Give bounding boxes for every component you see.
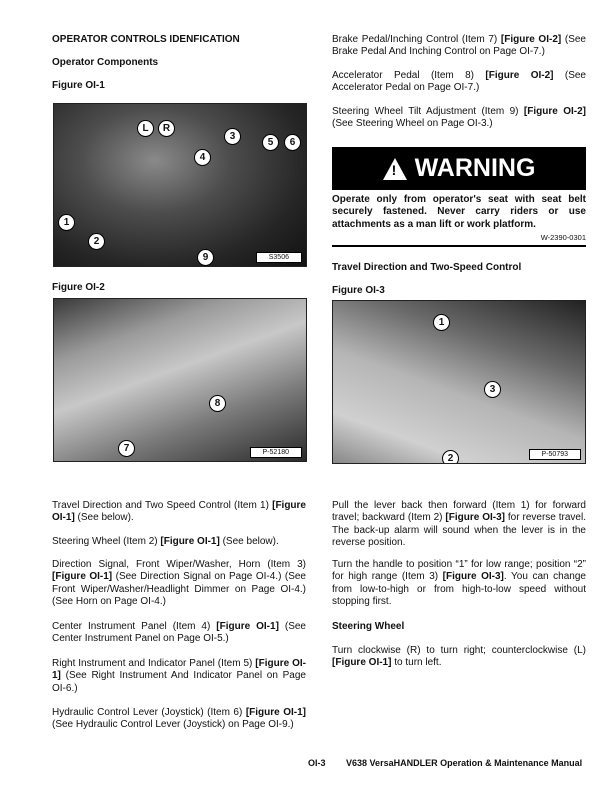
paragraph: Direction Signal, Front Wiper/Washer, Horn (Item 3) [Figure OI-1] (See Direction Signal on Page OI-4.) (See Front Wiper/Washer/Headlight Dimmer on Page OI-4.) (See Horn on Page OI-4.) <box>52 559 306 608</box>
callout: 1 <box>58 214 75 231</box>
figure-oi-2-photo <box>53 298 307 462</box>
figure-title: Figure OI-3 <box>332 285 385 296</box>
section-heading: OPERATOR CONTROLS IDENFICATION <box>52 34 240 45</box>
warning-code: W-2390-0301 <box>540 233 586 242</box>
warning-triangle-icon: ! <box>383 158 407 180</box>
paragraph: Pull the lever back then forward (Item 1) for forward travel; backward (Item 2) [Figure OI-3] for reverse travel. The back-up alarm will sound when the lever is in the reverse position. <box>332 500 586 549</box>
figure-title: Figure OI-1 <box>52 80 105 91</box>
paragraph: Accelerator Pedal (Item 8) [Figure OI-2] (See Accelerator Pedal on Page OI-7.) <box>332 70 586 94</box>
figure-oi-3-photo <box>332 300 586 464</box>
paragraph: Brake Pedal/Inching Control (Item 7) [Figure OI-2] (See Brake Pedal And Inching Control on Page OI-7.) <box>332 34 586 58</box>
callout: 4 <box>194 149 211 166</box>
callout: 6 <box>284 134 301 151</box>
section-heading: Travel Direction and Two-Speed Control <box>332 262 522 273</box>
figure-code: P-52180 <box>250 447 302 458</box>
figure-title: Figure OI-2 <box>52 282 105 293</box>
figure-oi-1-photo <box>53 103 307 267</box>
paragraph: Travel Direction and Two Speed Control (Item 1) [Figure OI-1] (See below). <box>52 500 306 524</box>
callout: 8 <box>209 395 226 412</box>
callout: 7 <box>118 440 135 457</box>
footer <box>308 757 582 769</box>
paragraph: Turn clockwise (R) to turn right; counterclockwise (L) [Figure OI-1] to turn left. <box>332 645 586 669</box>
callout: 3 <box>224 128 241 145</box>
warning-banner <box>332 147 586 190</box>
callout: L <box>137 120 154 137</box>
callout: 2 <box>442 450 459 464</box>
figure-code: S3506 <box>256 252 302 263</box>
callout: 1 <box>433 314 450 331</box>
callout: 3 <box>484 381 501 398</box>
manual-title: V638 VersaHANDLER Operation & Maintenance Manual <box>346 758 583 768</box>
callout: 9 <box>197 249 214 266</box>
callout: R <box>158 120 175 137</box>
subheading: Operator Components <box>52 57 159 68</box>
paragraph: Hydraulic Control Lever (Joystick) (Item 6) [Figure OI-1] (See Hydraulic Control Lever (Joystick) on Page OI-9.) <box>52 707 306 731</box>
paragraph: Turn the handle to position “1” for low range; position “2” for high range (Item 3) [Figure OI-3]. You can change from low-to-high or from high-to-low speed without stopping first. <box>332 559 586 608</box>
callout: 2 <box>88 233 105 250</box>
paragraph: Steering Wheel (Item 2) [Figure OI-1] (See below). <box>52 536 279 547</box>
paragraph: Right Instrument and Indicator Panel (Item 5) [Figure OI-1] (See Right Instrument And Indicator Panel on Page OI-6.) <box>52 658 306 694</box>
paragraph: Center Instrument Panel (Item 4) [Figure OI-1] (See Center Instrument Panel on Page OI-5.) <box>52 621 306 645</box>
page-number: OI-3 <box>308 758 326 768</box>
section-heading: Steering Wheel <box>332 621 405 632</box>
warning-text: Operate only from operator's seat with seat belt securely fastened. Never carry riders or use attachments as a man lift or work platform. <box>332 194 586 230</box>
divider <box>332 245 586 247</box>
warning-title: WARNING <box>414 154 536 183</box>
figure-code: P-50793 <box>529 449 581 460</box>
paragraph: Steering Wheel Tilt Adjustment (Item 9) [Figure OI-2] (See Steering Wheel on Page OI-3.) <box>332 106 586 130</box>
callout: 5 <box>262 134 279 151</box>
